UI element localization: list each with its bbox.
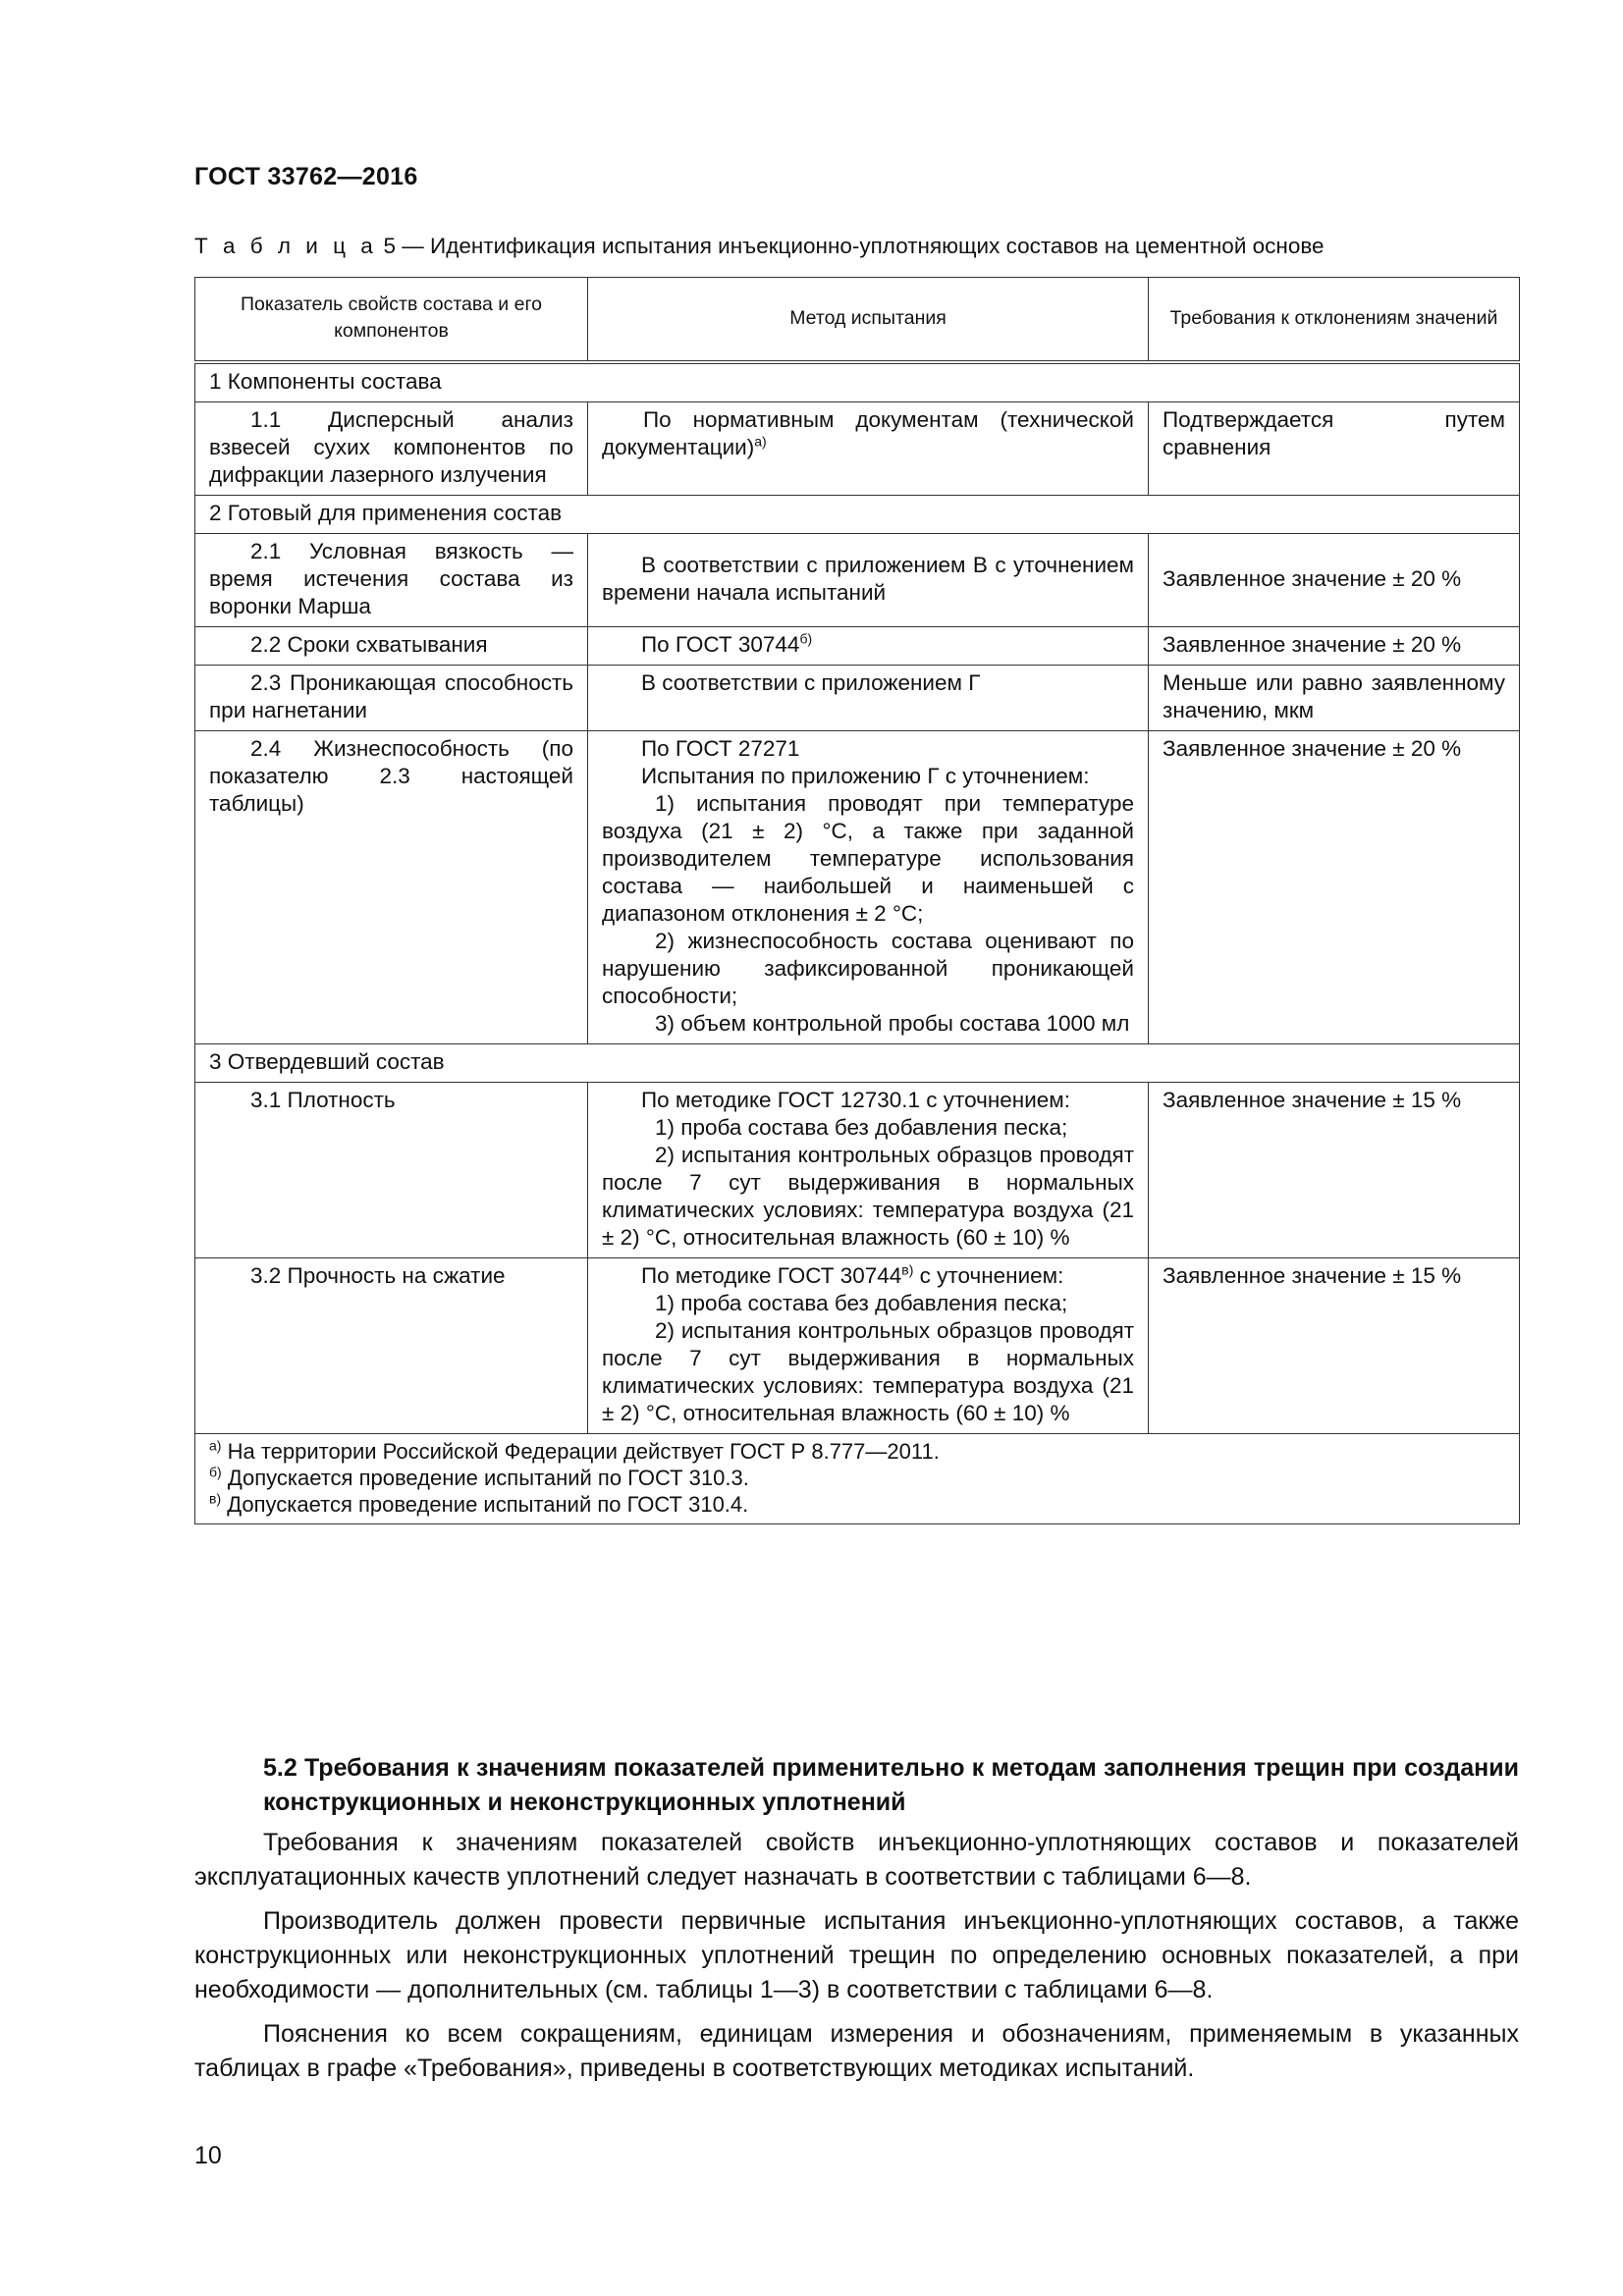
requirement-cell: Заявленное значение ± 20 %: [1149, 731, 1520, 1044]
footnote-mark: в): [209, 1490, 222, 1507]
document-number: ГОСТ 33762—2016: [194, 163, 418, 190]
method-line: 3) объем контрольной пробы состава 1000 мл: [655, 1011, 1130, 1036]
indicator-cell: 2.3 Проникающая способность при нагнетании: [195, 666, 588, 731]
identification-table: [194, 277, 1520, 1524]
table-row: [195, 1258, 1520, 1434]
table-row: [195, 1083, 1520, 1258]
footnote-ref: в): [901, 1261, 914, 1278]
method-line: 2) жизнеспособность состава оценивают по нарушению зафиксированной проникающей способности;: [602, 929, 1134, 1008]
indicator-cell: 2.4 Жизнеспособность (по показателю 2.3 настоящей таблицы): [195, 731, 588, 1044]
method-text: По нормативным документам (технической документации): [602, 407, 1134, 459]
body-text: [194, 1826, 1519, 2096]
method-cell: [588, 627, 1149, 666]
table-row: [195, 731, 1520, 1044]
requirement-cell: Заявленное значение ± 20 %: [1149, 627, 1520, 666]
indicator-cell: 3.1 Плотность: [195, 1083, 588, 1258]
indicator-cell: 1.1 Дисперсный анализ взвесей сухих компонентов по дифракции лазерного излучения: [195, 402, 588, 496]
method-cell: В соответствии с приложением В с уточнением времени начала испытаний: [588, 534, 1149, 627]
method-text: По методике ГОСТ 30744: [641, 1263, 902, 1288]
method-line: 1) проба состава без добавления песка;: [655, 1115, 1068, 1140]
footnote-ref: а): [754, 433, 767, 450]
footnote: [209, 1465, 1505, 1491]
method-cell: [588, 402, 1149, 496]
section-heading: 5.2 Требования к значениям показателей применительно к методам заполнения трещин при создании конструкционных и неконструкционных уплотнений: [263, 1754, 1519, 1816]
method-line: 2) испытания контрольных образцов проводят после 7 сут выдерживания в нормальных климатических условиях: температура воздуха (21 ± 2) °С, относительная влажность (60 ± 10) %: [602, 1318, 1134, 1425]
table-row: [195, 627, 1520, 666]
indicator-cell: 2.1 Условная вязкость — время истечения состава из воронки Марша: [195, 534, 588, 627]
footnote: [209, 1438, 1505, 1465]
footnote-text: Допускается проведение испытаний по ГОСТ 310.3.: [227, 1466, 749, 1490]
footnote-mark: а): [209, 1437, 222, 1454]
column-header-requirement: Требования к отклонениям значений: [1149, 278, 1520, 363]
method-line: Испытания по приложению Г с уточнением:: [641, 764, 1090, 788]
requirement-cell: Заявленное значение ± 15 %: [1149, 1083, 1520, 1258]
table-row: [195, 666, 1520, 731]
page-number: 10: [194, 2142, 222, 2169]
footnote-text: Допускается проведение испытаний по ГОСТ 310.4.: [227, 1492, 749, 1517]
table-row: [195, 402, 1520, 496]
section-title: 3 Отвердевший состав: [195, 1044, 1520, 1083]
table-row: [195, 534, 1520, 627]
column-header-method: Метод испытания: [588, 278, 1149, 363]
indicator-cell: 3.2 Прочность на сжатие: [195, 1258, 588, 1434]
method-cell: [588, 1083, 1149, 1258]
method-line: 1) проба состава без добавления песка;: [655, 1291, 1068, 1315]
section-row: [195, 496, 1520, 534]
requirement-cell: Заявленное значение ± 15 %: [1149, 1258, 1520, 1434]
method-cell: В соответствии с приложением Г: [588, 666, 1149, 731]
indicator-cell: 2.2 Сроки схватывания: [195, 627, 588, 666]
section-row: [195, 1044, 1520, 1083]
method-line: По методике ГОСТ 12730.1 с уточнением:: [641, 1088, 1071, 1112]
method-line: 2) испытания контрольных образцов проводят после 7 сут выдерживания в нормальных климатических условиях: температура воздуха (21 ± 2) °С, относительная влажность (60 ± 10) %: [602, 1143, 1134, 1250]
footnote-text: На территории Российской Федерации действует ГОСТ Р 8.777—2011.: [227, 1439, 940, 1464]
section-row: [195, 362, 1520, 402]
method-line: [602, 1262, 1134, 1290]
footnotes: [195, 1434, 1520, 1524]
table-header-row: [195, 278, 1520, 363]
requirement-cell: Подтверждается путем сравнения: [1149, 402, 1520, 496]
column-header-indicator: Показатель свойств состава и его компонентов: [195, 278, 588, 363]
paragraph: Требования к значениям показателей свойств инъекционно-уплотняющих составов и показателей эксплуатационных качеств уплотнений следует назначать в соответствии с таблицами 6—8.: [194, 1829, 1519, 1891]
footnote-mark: б): [209, 1464, 222, 1480]
paragraph: Пояснения ко всем сокращениям, единицам измерения и обозначениям, применяемым в указанных таблицах в графе «Требования», приведены в соответствующих методиках испытаний.: [194, 2020, 1519, 2082]
requirement-cell: Заявленное значение ± 20 %: [1149, 534, 1520, 627]
method-cell: [588, 1258, 1149, 1434]
table-caption: [194, 234, 1510, 259]
method-line: 1) испытания проводят при температуре воздуха (21 ± 2) °С, а также при заданной производителем температуре использования состава — наибольшей и наименьшей с диапазоном отклонения ± 2 °С;: [602, 791, 1134, 926]
paragraph: Производитель должен провести первичные испытания инъекционно-уплотняющих составов, а также конструкционных или неконструкционных уплотнений трещин по определению основных показателей, а при необходимости — дополнительных (см. таблицы 1—3) в соответствии с таблицами 6—8.: [194, 1907, 1519, 2003]
footnote: [209, 1491, 1505, 1518]
requirement-cell: Меньше или равно заявленному значению, мкм: [1149, 666, 1520, 731]
section-title: 2 Готовый для применения состав: [195, 496, 1520, 534]
method-text: с уточнением:: [913, 1263, 1064, 1288]
footnote-ref: б): [799, 630, 813, 647]
table-caption-prefix: Т а б л и ц а: [194, 234, 378, 258]
method-cell: [588, 731, 1149, 1044]
table-caption-text: 5 — Идентификация испытания инъекционно-уплотняющих составов на цементной основе: [383, 234, 1325, 258]
section-title: 1 Компоненты состава: [195, 362, 1520, 402]
footnotes-row: [195, 1434, 1520, 1524]
method-line: По ГОСТ 27271: [641, 736, 800, 761]
method-text: По ГОСТ 30744: [641, 632, 800, 657]
